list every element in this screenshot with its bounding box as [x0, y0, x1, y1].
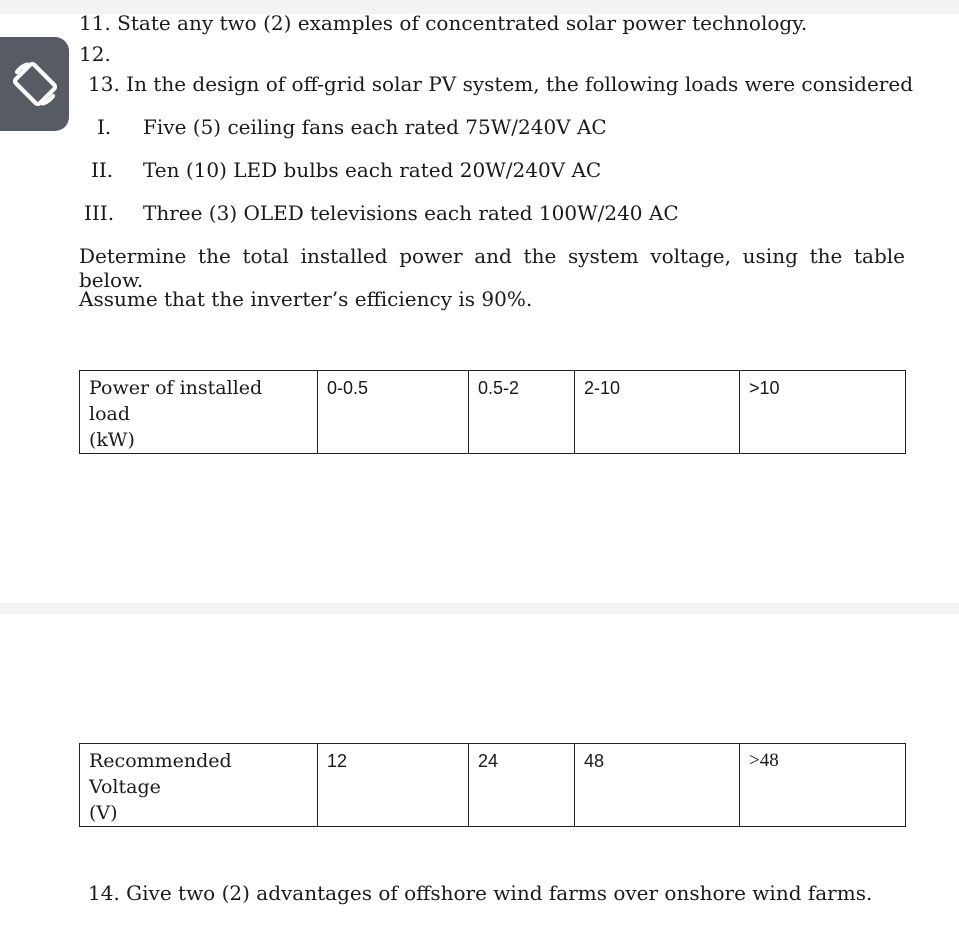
instruction-line-2: Assume that the inverter’s efficiency is 90%.	[79, 287, 533, 311]
header-text: Recommended Voltage	[89, 750, 232, 798]
screen-rotate-button[interactable]	[0, 37, 69, 131]
table-cell: 24	[469, 744, 575, 827]
question-12: 12.	[79, 42, 111, 66]
question-11: 11. State any two (2) examples of concentrated solar power technology.	[79, 11, 808, 35]
table-cell: 0-0.5	[318, 371, 469, 454]
power-range-table	[79, 370, 906, 454]
table-cell: 0.5-2	[469, 371, 575, 454]
table-cell: 2-10	[575, 371, 740, 454]
page-divider-strip	[0, 603, 959, 614]
screen-rotate-icon	[7, 56, 63, 112]
table-cell: >10	[740, 371, 906, 454]
table-row	[80, 371, 906, 454]
table-row	[80, 744, 906, 827]
load-numeral: III.	[84, 201, 115, 225]
table-header-cell	[80, 744, 318, 827]
table-cell: 12	[318, 744, 469, 827]
load-numeral: II.	[91, 158, 114, 182]
instruction-line-1: Determine the total installed power and the system voltage, using the table below.	[79, 244, 905, 292]
header-unit: (V)	[89, 802, 118, 824]
header-unit: (kW)	[89, 429, 135, 451]
table-header-cell	[80, 371, 318, 454]
table-cell: >48	[740, 744, 906, 827]
load-item: Three (3) OLED televisions each rated 100W/240 AC	[143, 201, 679, 225]
load-item: Ten (10) LED bulbs each rated 20W/240V AC	[143, 158, 602, 182]
table-cell: 48	[575, 744, 740, 827]
question-13: 13. In the design of off-grid solar PV system, the following loads were considered	[88, 72, 914, 96]
question-14: 14. Give two (2) advantages of offshore wind farms over onshore wind farms.	[88, 881, 873, 905]
recommended-voltage-table	[79, 743, 906, 827]
load-item: Five (5) ceiling fans each rated 75W/240V AC	[143, 115, 607, 139]
load-numeral: I.	[97, 115, 112, 139]
header-text: Power of installed load	[89, 377, 263, 425]
